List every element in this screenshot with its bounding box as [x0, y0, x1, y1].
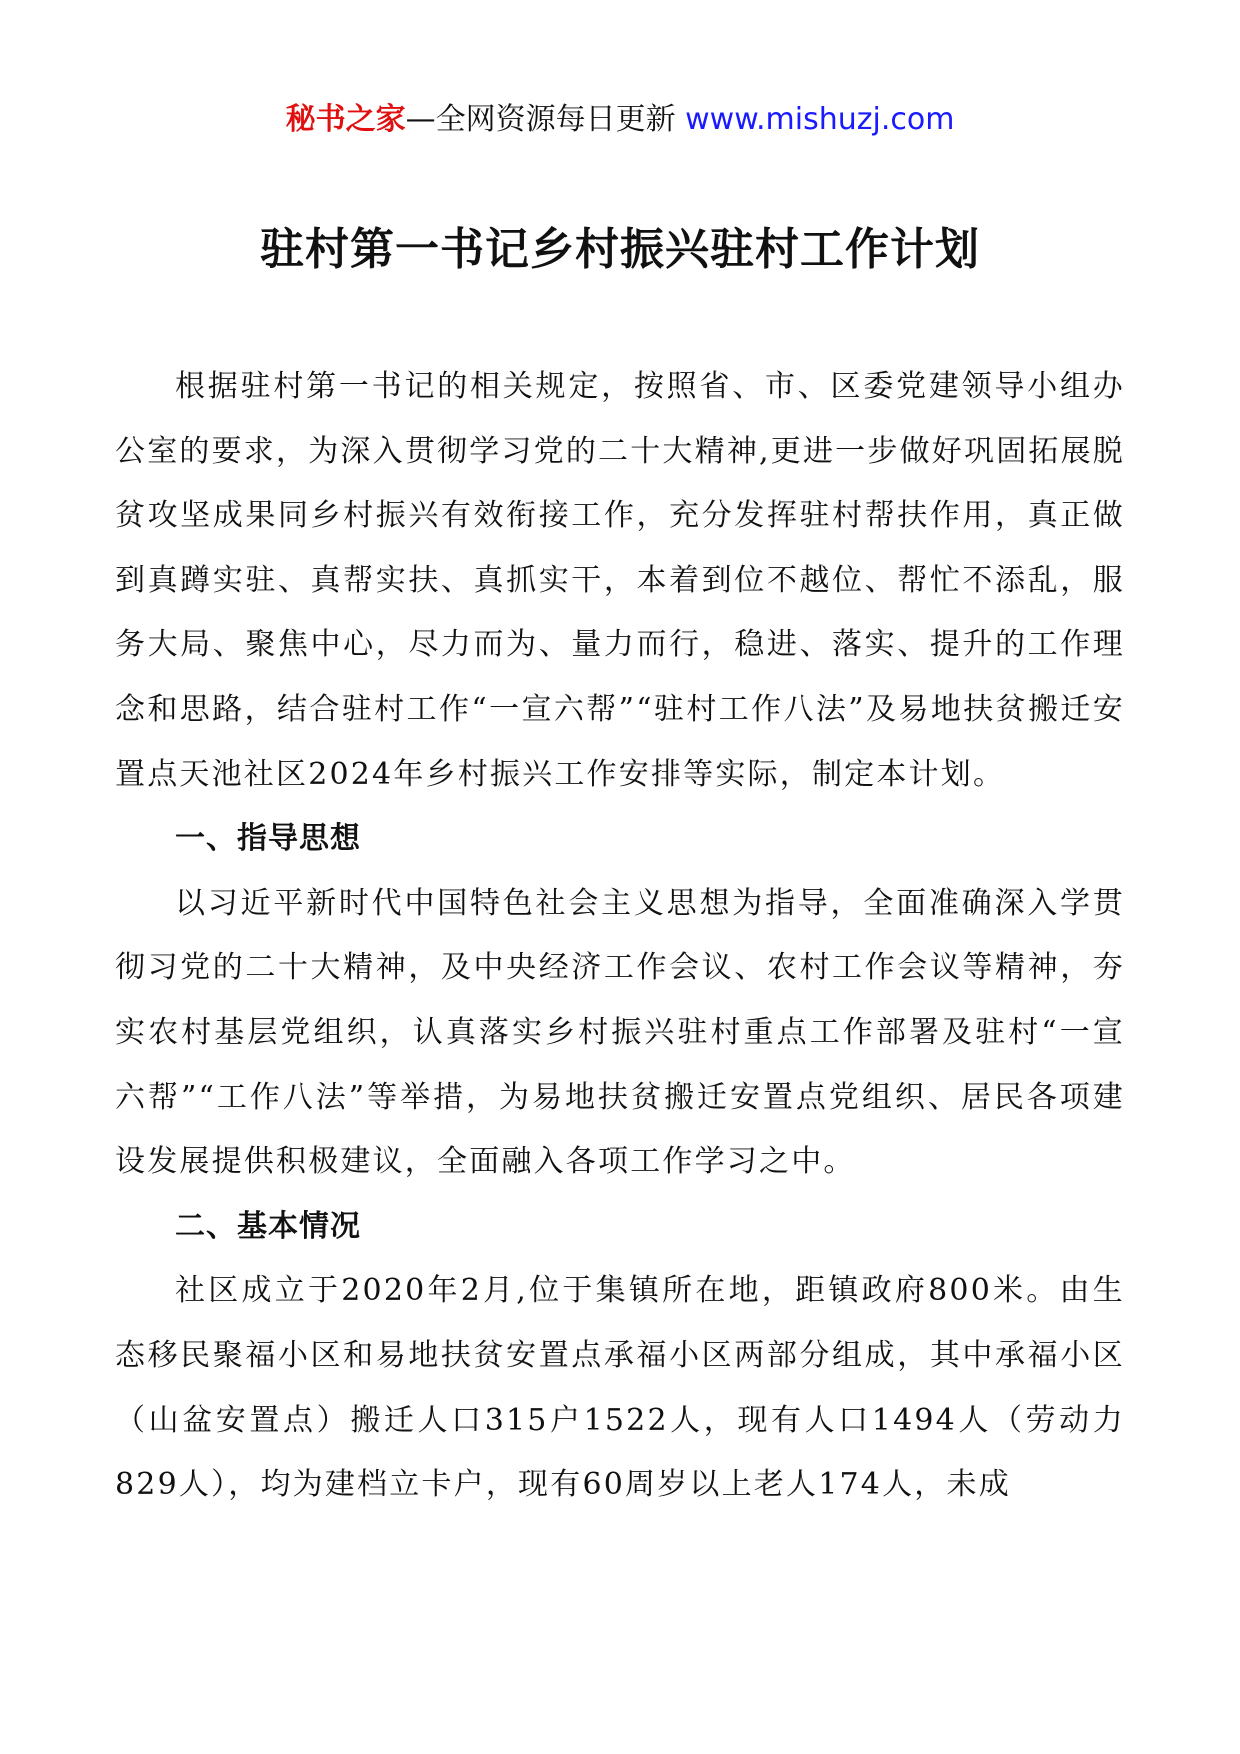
document-body	[115, 355, 1125, 1518]
section-paragraph-basic-situation: 社区成立于2020年2月,位于集镇所在地，距镇政府800米。由生态移民聚福小区和易地扶贫安置点承福小区两部分组成，其中承福小区（山盆安置点）搬迁人口315户1522人，现有人口1494人（劳动力829人），均为建档立卡户，现有60周岁以上老人174人，未成	[115, 1273, 1125, 1503]
site-url-link[interactable]: www.mishuzj.com	[685, 102, 955, 137]
section-heading-guiding-thought: 一、指导思想	[175, 821, 361, 857]
document-title: 驻村第一书记乡村振兴驻村工作计划	[260, 224, 980, 275]
site-brand: 秘书之家	[285, 102, 406, 137]
section-heading-basic-situation: 二、基本情况	[175, 1208, 361, 1244]
section-paragraph-guiding-thought: 以习近平新时代中国特色社会主义思想为指导，全面准确深入学贯彻习党的二十大精神，及中央经济工作会议、农村工作会议等精神，夯实农村基层党组织，认真落实乡村振兴驻村重点工作部署及驻村“一宣六帮”“工作八法”等举措，为易地扶贫搬迁安置点党组织、居民各项建设发展提供积极建议，全面融入各项工作学习之中。	[115, 885, 1125, 1180]
site-header-banner	[0, 100, 1240, 140]
intro-paragraph: 根据驻村第一书记的相关规定，按照省、市、区委党建领导小组办公室的要求，为深入贯彻学习党的二十大精神,更进一步做好巩固拓展脱贫攻坚成果同乡村振兴有效衔接工作，充分发挥驻村帮扶作用，真正做到真蹲实驻、真帮实扶、真抓实干，本着到位不越位、帮忙不添乱，服务大局、聚焦中心，尽力而为、量力而行，稳进、落实、提升的工作理念和思路，结合驻村工作“一宣六帮”“驻村工作八法”及易地扶贫搬迁安置点天池社区2024年乡村振兴工作安排等实际，制定本计划。	[115, 369, 1125, 792]
site-tagline: —全网资源每日更新	[405, 102, 676, 137]
